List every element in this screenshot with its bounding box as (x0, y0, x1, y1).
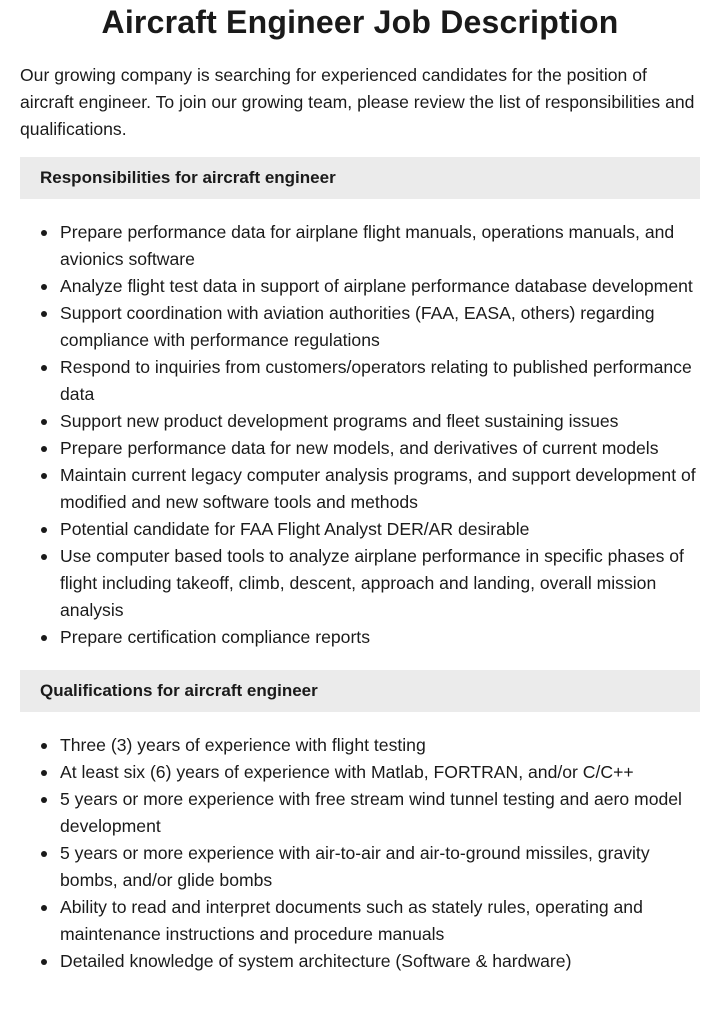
bullet-icon (41, 635, 47, 641)
list-item (60, 840, 700, 894)
list-item (60, 516, 700, 543)
list-item (60, 273, 700, 300)
list-item-text: Maintain current legacy computer analysis programs, and support development of modified and new software tools and methods (60, 465, 696, 512)
responsibilities-list (20, 219, 700, 651)
list-item (60, 219, 700, 273)
responsibilities-heading: Responsibilities for aircraft engineer (20, 157, 700, 199)
intro-paragraph: Our growing company is searching for experienced candidates for the position of aircraft engineer. To join our growing team, please review the list of responsibilities and qualifications. (20, 65, 695, 139)
list-item-text: Potential candidate for FAA Flight Analyst DER/AR desirable (60, 519, 530, 539)
bullet-icon (41, 851, 47, 857)
page-title: Aircraft Engineer Job Description (101, 4, 619, 40)
list-item-text: At least six (6) years of experience with Matlab, FORTRAN, and/or C/C++ (60, 762, 634, 782)
list-item (60, 354, 700, 408)
bullet-icon (41, 365, 47, 371)
list-item-text: Prepare certification compliance reports (60, 627, 370, 647)
list-item (60, 462, 700, 516)
list-item-text: Support coordination with aviation authorities (FAA, EASA, others) regarding compliance with performance regulations (60, 303, 655, 350)
bullet-icon (41, 770, 47, 776)
list-item (60, 732, 700, 759)
qualifications-list (20, 732, 700, 975)
list-item-text: Analyze flight test data in support of airplane performance database development (60, 276, 693, 296)
list-item-text: Use computer based tools to analyze airplane performance in specific phases of flight including takeoff, climb, descent, approach and landing, overall mission analysis (60, 546, 684, 620)
list-item (60, 624, 700, 651)
bullet-icon (41, 959, 47, 965)
bullet-icon (41, 905, 47, 911)
bullet-icon (41, 419, 47, 425)
list-item (60, 786, 700, 840)
list-item-text: Respond to inquiries from customers/operators relating to published performance data (60, 357, 692, 404)
list-item (60, 759, 700, 786)
bullet-icon (41, 797, 47, 803)
qualifications-heading: Qualifications for aircraft engineer (20, 670, 700, 712)
bullet-icon (41, 527, 47, 533)
list-item-text: Prepare performance data for new models, and derivatives of current models (60, 438, 659, 458)
list-item-text: Ability to read and interpret documents such as stately rules, operating and maintenance instructions and procedure manuals (60, 897, 643, 944)
list-item (60, 408, 700, 435)
list-item-text: Three (3) years of experience with flight testing (60, 735, 426, 755)
bullet-icon (41, 284, 47, 290)
bullet-icon (41, 230, 47, 236)
list-item (60, 894, 700, 948)
list-item-text: Detailed knowledge of system architecture (Software & hardware) (60, 951, 572, 971)
list-item (60, 435, 700, 462)
bullet-icon (41, 743, 47, 749)
list-item-text: Support new product development programs and fleet sustaining issues (60, 411, 619, 431)
list-item (60, 300, 700, 354)
list-item-text: 5 years or more experience with air-to-air and air-to-ground missiles, gravity bombs, and/or glide bombs (60, 843, 650, 890)
list-item (60, 543, 700, 624)
bullet-icon (41, 473, 47, 479)
list-item-text: Prepare performance data for airplane flight manuals, operations manuals, and avionics software (60, 222, 675, 269)
bullet-icon (41, 311, 47, 317)
list-item (60, 948, 700, 975)
list-item-text: 5 years or more experience with free stream wind tunnel testing and aero model development (60, 789, 682, 836)
bullet-icon (41, 446, 47, 452)
bullet-icon (41, 554, 47, 560)
